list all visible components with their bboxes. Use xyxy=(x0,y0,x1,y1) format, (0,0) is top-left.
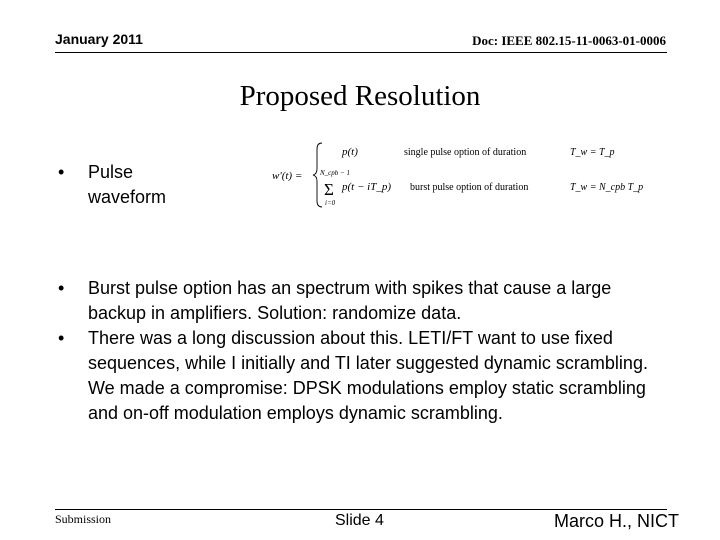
bullet-text: Burst pulse option has an spectrum with spikes that cause a large backup in amplifiers. Solution: randomize data. xyxy=(88,278,612,323)
footer-divider xyxy=(55,509,667,510)
header-divider xyxy=(55,52,667,53)
header-date: January 2011 xyxy=(55,31,143,47)
bullet-marker: • xyxy=(58,278,65,298)
formula-case2-text: burst pulse option of duration xyxy=(410,182,529,193)
footer-submission: Submission xyxy=(55,512,112,526)
header-doc-id: Doc: IEEE 802.15-11-0063-01-0006 xyxy=(472,33,666,48)
formula-case1-cond: T_w = T_p xyxy=(570,147,615,158)
bullet-marker: • xyxy=(58,162,65,182)
pulse-waveform-formula xyxy=(268,137,648,213)
bullet-text: Pulse waveform xyxy=(88,162,167,207)
formula-lhs: w'(t) = xyxy=(272,170,303,182)
bullet-marker: • xyxy=(58,328,65,348)
sigma-icon: Σ xyxy=(324,180,334,199)
formula-case2-expr: p(t − iT_p) xyxy=(342,181,391,193)
formula-case1-text: single pulse option of duration xyxy=(404,147,527,158)
formula-case1-expr: p(t) xyxy=(342,146,358,158)
slide-title: Proposed Resolution xyxy=(239,80,481,112)
bullet-text: There was a long discussion about this. LETI/FT want to use fixed sequences, while I initially and TI later suggested dynamic scrambling. We made a compromise: DPSK modulations employ static scrambling and on-off modulation employs dynamic scrambling. xyxy=(88,328,648,423)
formula-sum-lower: i=0 xyxy=(325,199,336,207)
formula-sum-upper: N_cpb − 1 xyxy=(320,169,350,177)
footer-author: Marco H., NICT xyxy=(553,511,679,531)
formula-case2-cond: T_w = N_cpb T_p xyxy=(570,182,644,193)
footer-slide-number: Slide 4 xyxy=(335,512,384,529)
